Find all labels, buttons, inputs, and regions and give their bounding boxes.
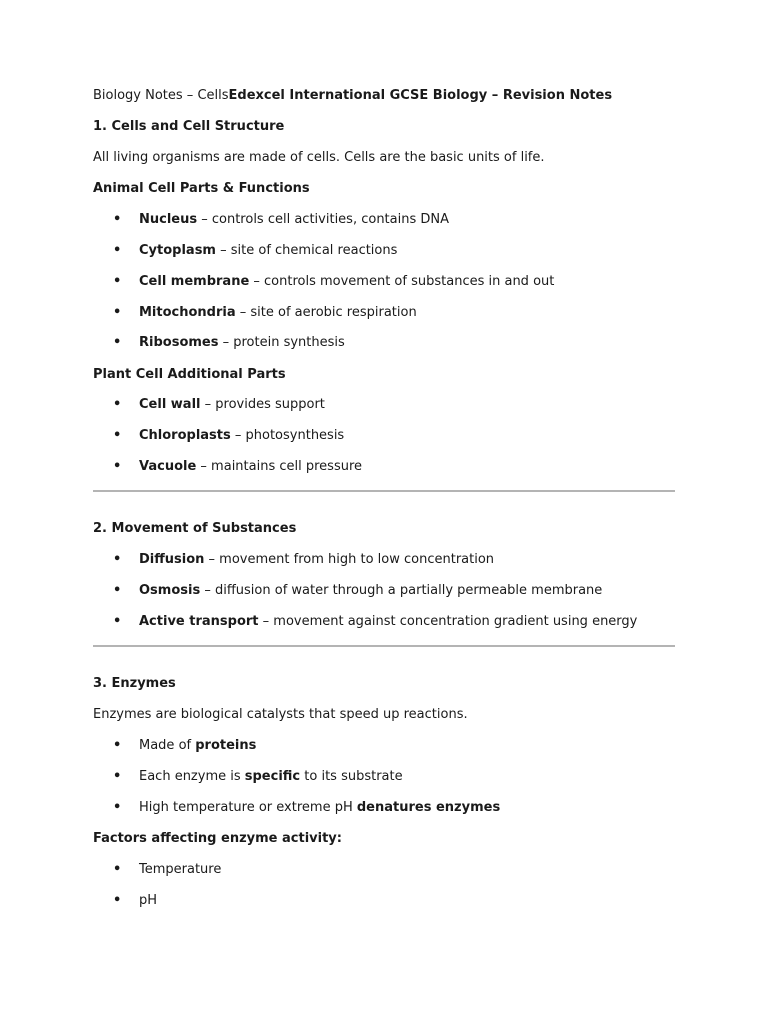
description: – controls movement of substances in and out [249,274,555,289]
bullet-icon: • [113,305,122,320]
bullet-icon: • [113,552,122,567]
plant-cell-heading: Plant Cell Additional Parts [93,367,286,382]
factor-label: pH [139,893,158,908]
bullet-icon: • [113,243,122,258]
list-item [113,428,344,444]
list-item [113,583,602,599]
list-item [113,769,403,785]
text-pre: High temperature or extreme pH [139,800,357,815]
list-item [113,614,637,630]
text-pre: Made of [139,738,196,753]
bullet-icon: • [113,459,122,474]
text-bold: specific [244,769,301,784]
bullet-icon: • [113,738,122,753]
text-pre: Each enzyme is [139,769,245,784]
document-header [93,88,612,104]
text-bold: denatures enzymes [356,800,501,815]
section-2-heading: 2. Movement of Substances [93,521,297,536]
bullet-icon: • [113,212,122,227]
description: – photosynthesis [230,428,345,443]
term: Chloroplasts [139,428,231,443]
term: Cytoplasm [139,243,216,258]
term: Vacuole [139,459,197,474]
list-item [113,305,417,321]
text-post: to its substrate [300,769,403,784]
list-item [113,335,345,351]
description: – controls cell activities, contains DNA [197,212,450,227]
list-item [113,212,449,228]
description: – protein synthesis [218,335,345,350]
term: Ribosomes [139,335,219,350]
bullet-icon: • [113,397,122,412]
term: Diffusion [139,552,205,567]
term: Cell membrane [139,274,250,289]
horizontal-divider [93,645,675,647]
list-item [113,397,325,413]
list-item [113,893,157,909]
bullet-icon: • [113,800,122,815]
description: – site of aerobic respiration [235,305,417,320]
term: Osmosis [139,583,201,598]
section-1-intro: All living organisms are made of cells. Cells are the basic units of life. [93,150,545,165]
bullet-icon: • [113,893,122,908]
document-title: Edexcel International GCSE Biology – Revision Notes [228,88,613,103]
list-item [113,800,500,816]
factor-label: Temperature [139,862,222,877]
description: – movement against concentration gradient using energy [258,614,638,629]
section-3-intro: Enzymes are biological catalysts that speed up reactions. [93,707,468,722]
bullet-icon: • [113,614,122,629]
list-item [113,459,362,475]
bullet-icon: • [113,428,122,443]
section-1-heading: 1. Cells and Cell Structure [93,119,285,134]
text-bold: proteins [195,738,257,753]
description: – maintains cell pressure [196,459,363,474]
bullet-icon: • [113,335,122,350]
list-item [113,274,554,290]
term: Nucleus [139,212,198,227]
description: – provides support [200,397,325,412]
bullet-icon: • [113,862,122,877]
section-3-heading: 3. Enzymes [93,676,176,691]
header-prefix: Biology Notes – Cells [93,88,229,103]
description: – site of chemical reactions [215,243,398,258]
list-item [113,738,256,754]
term: Mitochondria [139,305,236,320]
animal-cell-heading: Animal Cell Parts & Functions [93,181,310,196]
list-item [113,552,494,568]
bullet-icon: • [113,274,122,289]
horizontal-divider [93,490,675,492]
description: – movement from high to low concentration [204,552,495,567]
description: – diffusion of water through a partially permeable membrane [200,583,603,598]
factors-heading: Factors affecting enzyme activity: [93,831,342,846]
list-item [113,243,397,259]
list-item [113,862,221,878]
term: Active transport [139,614,259,629]
bullet-icon: • [113,583,122,598]
term: Cell wall [139,397,201,412]
bullet-icon: • [113,769,122,784]
